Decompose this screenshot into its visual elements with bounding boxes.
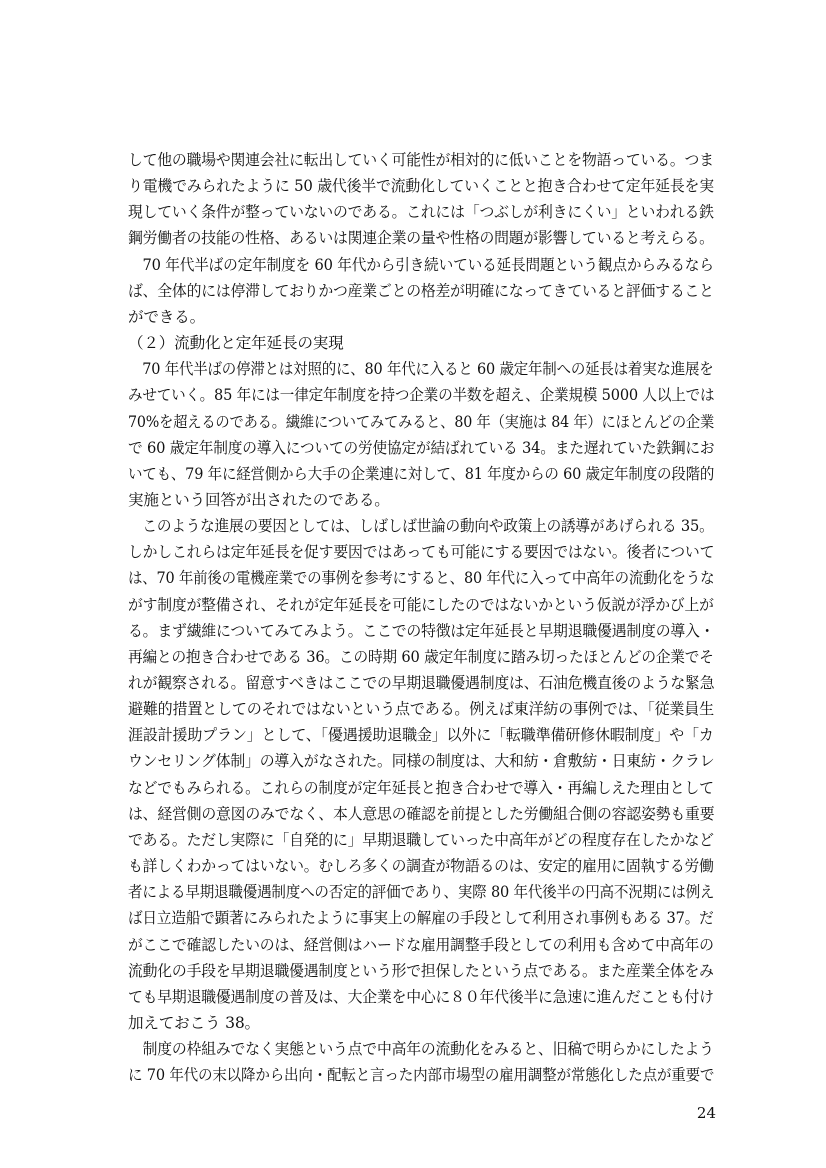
text-line: がここで確認したいのは、経営側はハードな雇用調整手段としての利用も含めて中高年の (128, 936, 714, 954)
text-line: 加えておこう 38。 (128, 1014, 260, 1032)
text-line: がす制度が整備され、それが定年延長を可能にしたのではないかという仮説が浮かび上が (128, 596, 714, 614)
text-line: して他の職場や関連会社に転出していく可能性が相対的に低いことを物語っている。つま (128, 151, 714, 169)
text-line: ウンセリング体制」の導入がなされた。同様の制度は、大和紡・倉敷紡・日東紡・クラレ (128, 752, 715, 770)
text-line: は、70 年前後の電機産業での事例を参考にすると、80 年代に入って中高年の流動化をうな (128, 569, 715, 587)
text-line: 再編との抱き合わせである 36。この時期 60 歳定年制度に踏み切ったほとんどの企業でそ (128, 648, 714, 666)
text-line: 70%を超えるのである。繊維についてみてみると、80 年（実施は 84 年）にほとんどの企業 (128, 413, 715, 431)
text-line: ができる。 (128, 308, 205, 326)
text-line: に 70 年代の末以降から出向・配転と言った内部市場型の雇用調整が常態化した点が重要で (128, 1066, 715, 1084)
text-line: 70 年代半ばの停滞とは対照的に、80 年代に入ると 60 歳定年制への延長は着実な進展を (128, 360, 714, 378)
text-line: ば日立造船で顕著にみられたように事実上の解雇の手段として利用され事例もある 37。だ (128, 909, 714, 927)
text-line: で 60 歳定年制度の導入についての労使協定が結ばれている 34。また遅れていた鉄鋼にお (128, 439, 715, 457)
text-line: いても、79 年に経営側から大手の企業連に対して、81 年度からの 60 歳定年制度の段階的 (128, 465, 715, 483)
page-number: 24 (696, 1104, 716, 1122)
text-line: などでもみられる。これらの制度が定年延長と抱き合わせで導入・再編しえた理由として (128, 779, 714, 797)
text-line: れが観察される。留意すべきはここでの早期退職優遇制度は、石油危機直後のような緊急 (128, 674, 715, 692)
text-line: 現していく条件が整っていないのである。これには「つぶしが利きにくい」といわれる鉄 (128, 203, 714, 221)
text-line: 避難的措置としてのそれではないという点である。例えば東洋紡の事例では、「従業員生 (128, 700, 714, 718)
text-line: （２）流動化と定年延長の実現 (128, 334, 344, 352)
text-line: 鋼労働者の技能の性格、あるいは関連企業の量や性格の問題が影響していると考えらる。 (128, 229, 714, 247)
text-line: である。ただし実際に「自発的に」早期退職していった中高年がどの程度存在したかなど (128, 831, 714, 849)
text-line: も詳しくわかってはいない。むしろ多くの調査が物語るのは、安定的雇用に固執する労働 (128, 857, 714, 875)
text-line: 制度の枠組みでなく実態という点で中高年の流動化をみると、旧稿で明らかにしたよう (128, 1040, 714, 1058)
text-line: 者による早期退職優遇制度への否定的評価であり、実際 80 年代後半の円高不況期には例え (128, 883, 715, 901)
text-line: しかしこれらは定年延長を促す要因ではあっても可能にする要因ではない。後者について (128, 543, 715, 561)
text-line: このような進展の要因としては、しばしば世論の動向や政策上の誘導があげられる 35。 (128, 517, 714, 535)
text-line: みせていく。85 年には一律定年制度を持つ企業の半数を超え、企業規模 5000 人以上では (128, 386, 715, 404)
text-line: 涯設計援助プラン」として、「優遇援助退職金」以外に「転職準備研修休暇制度」や「カ (128, 726, 714, 744)
text-line: ば、全体的には停滞しておりかつ産業ごとの格差が明確になってきていると評価すること (128, 282, 714, 300)
text-line: る。まず繊維についてみてみよう。ここでの特徴は定年延長と早期退職優遇制度の導入・ (128, 622, 715, 640)
text-line: 流動化の手段を早期退職優遇制度という形で担保したという点である。また産業全体をみ (128, 962, 714, 980)
text-line: 実施という回答が出されたのである。 (128, 491, 390, 509)
text-line: 70 年代半ばの定年制度を 60 年代から引き続いている延長問題という観点からみるなら (128, 256, 714, 274)
text-line: は、経営側の意図のみでなく、本人意思の確認を前提とした労働組合側の容認姿勢も重要 (128, 805, 715, 823)
text-line: り電機でみられたように 50 歳代後半で流動化していくことと抱き合わせて定年延長を実 (128, 177, 714, 195)
text-line: ても早期退職優遇制度の普及は、大企業を中心に８０年代後半に急速に進んだことも付け (128, 988, 714, 1006)
